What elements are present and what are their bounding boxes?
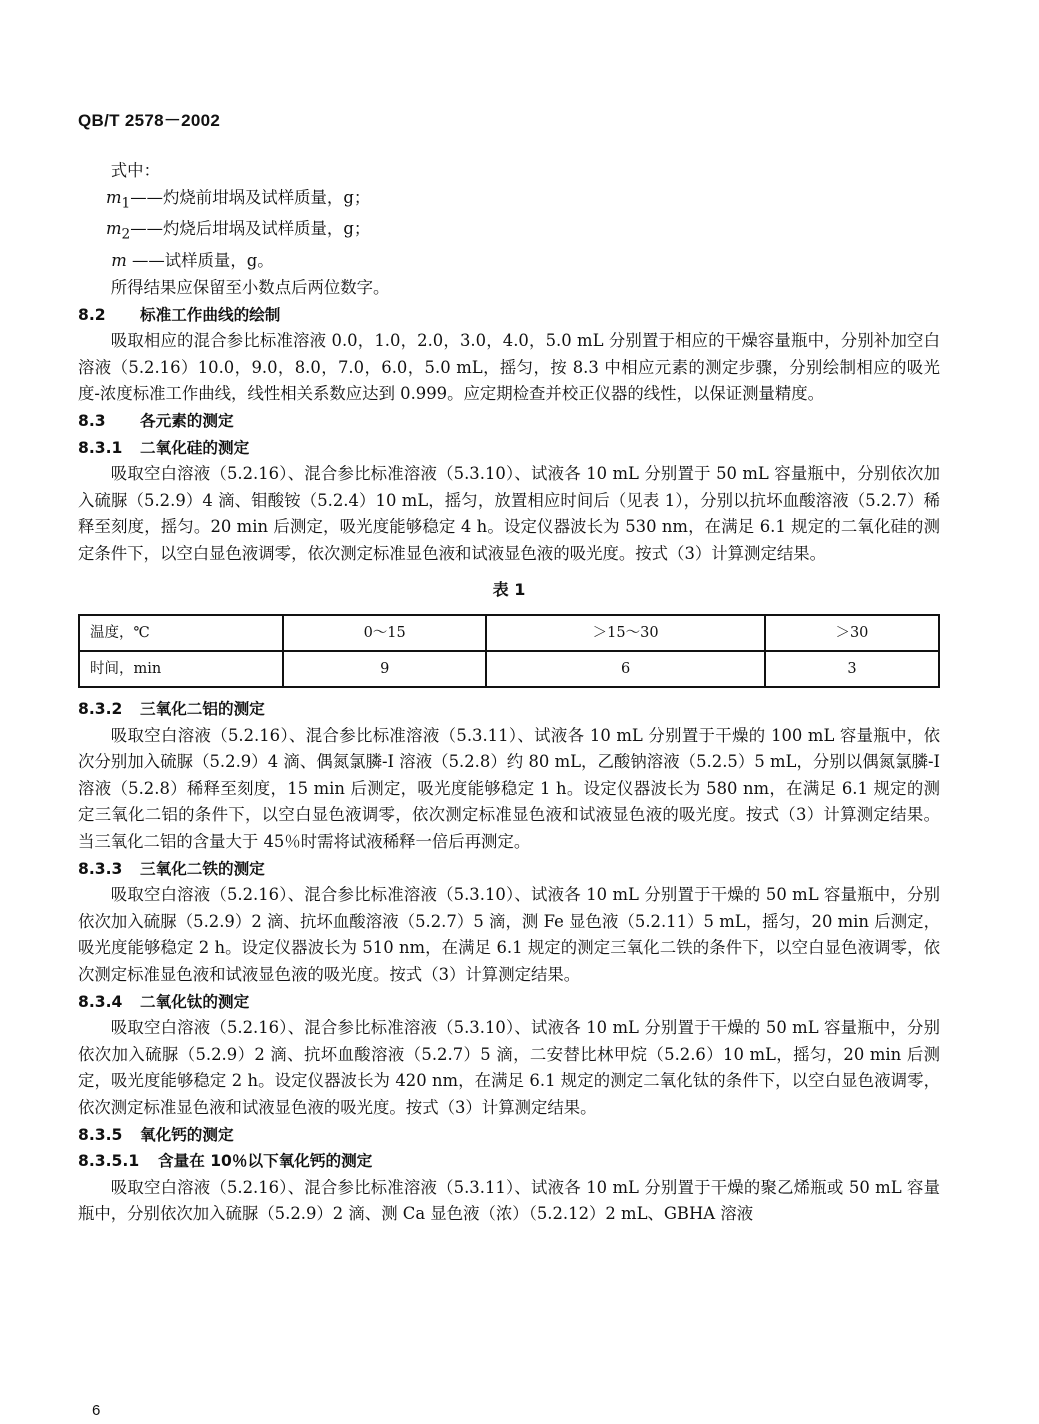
table-row-label: 温度，℃ <box>79 615 283 651</box>
table-row-label: 时间，min <box>79 651 283 687</box>
table-row <box>79 615 939 651</box>
table-cell: 3 <box>765 651 939 687</box>
variable-m2: $m_2——$灼烧后坩埚及试样质量，g； <box>106 219 371 243</box>
table-cell: ＞30 <box>765 615 939 651</box>
section-heading-8-3-4: 8.3.4 二氧化钛的测定 <box>78 992 250 1011</box>
section-heading-8-3-3: 8.3.3 三氧化二铁的测定 <box>78 859 265 878</box>
section-heading-8-3-5: 8.3.5 氧化钙的测定 <box>78 1125 234 1144</box>
standard-code: QB/T 2578－2002 <box>78 111 221 130</box>
table-cell: ＞15～30 <box>486 615 765 651</box>
variable-m: m ——试样质量，g。 <box>111 251 274 271</box>
section-text-8-3-3: 吸取空白溶液（5.2.16）、混合参比标准溶液（5.3.10）、试液各 10 mL 分别置于干燥的 50 mL 容量瓶中，分别依次加入硫脲（5.2.9）2 滴、抗坏血酸溶液（5.2.7）5 滴，测 Fe 显色液（5.2.11）5 mL，摇匀，20 min 后测定，吸光度能够稳定 2 h。设定仪器波长为 510 nm，在满足 6.1 规定的测定三氧化二铁的条件下，以空白显色液调零，依次测定标准显色液和试液显色液的吸光度。按式（3）计算测定结果。 <box>78 885 940 984</box>
section-text-8-3-5-1: 吸取空白溶液（5.2.16）、混合参比标准溶液（5.3.11）、试液各 10 mL 分别置于干燥的聚乙烯瓶或 50 mL 容量瓶中，分别依次加入硫脲（5.2.9）2 滴、测 Ca 显色液（浓）（5.2.12）2 mL、GBHA 溶液 <box>78 1177 940 1224</box>
section-heading-8-3: 8.3 各元素的测定 <box>78 411 234 430</box>
page-number: 6 <box>92 1402 101 1419</box>
formula-intro: 式中： <box>110 161 160 180</box>
table-1 <box>78 614 940 688</box>
table-cell: 6 <box>486 651 765 687</box>
section-heading-8-3-1: 8.3.1 二氧化硅的测定 <box>78 438 250 457</box>
section-text-8-3-4: 吸取空白溶液（5.2.16）、混合参比标准溶液（5.3.10）、试液各 10 mL 分别置于干燥的 50 mL 容量瓶中，分别依次加入硫脲（5.2.9）2 滴、抗坏血酸溶液（5.2.7）5 滴，二安替比林甲烷（5.2.6）10 mL，摇匀，20 min 后测定，吸光度能够稳定 2 h。设定仪器波长为 420 nm，在满足 6.1 规定的测定二氧化钛的条件下，以空白显色液调零，依次测定标准显色液和试液显色液的吸光度。按式（3）计算测定结果。 <box>78 1018 940 1117</box>
table-caption: 表 1 <box>492 580 526 600</box>
section-heading-8-2: 8.2 标准工作曲线的绘制 <box>78 305 281 324</box>
section-heading-8-3-2: 8.3.2 三氧化二铝的测定 <box>78 700 265 719</box>
table-row <box>79 651 939 687</box>
table-cell: 0～15 <box>283 615 486 651</box>
variable-m1: $m_1——$灼烧前坩埚及试样质量，g； <box>106 187 371 211</box>
section-text-8-2: 吸取相应的混合参比标准溶液 0.0，1.0，2.0，3.0，4.0，5.0 mL 分别置于相应的干燥容量瓶中，分别补加空白溶液（5.2.16）10.0，9.0，8.0，7.0，6.0，5.0 mL，摇匀，按 8.3 中相应元素的测定步骤，分别绘制相应的吸光度-浓度标准工作曲线，线性相关系数应达到 0.999。应定期检查并校正仪器的线性，以保证测量精度。 <box>78 331 940 404</box>
section-heading-8-3-5-1: 8.3.5.1 含量在 10％以下氧化钙的测定 <box>78 1152 373 1171</box>
section-text-8-3-1: 吸取空白溶液（5.2.16）、混合参比标准溶液（5.3.10）、试液各 10 mL 分别置于 50 mL 容量瓶中，分别依次加入硫脲（5.2.9）4 滴、钼酸铵（5.2.4）10 mL，摇匀，放置相应时间后（见表 1），分别以抗坏血酸溶液（5.2.7）稀释至刻度，摇匀。20 min 后测定，吸光度能够稳定 4 h。设定仪器波长为 530 nm，在满足 6.1 规定的二氧化硅的测定条件下，以空白显色液调零，依次测定标准显色液和试液显色液的吸光度。按式（3）计算测定结果。 <box>78 464 940 563</box>
section-text-8-3-2: 吸取空白溶液（5.2.16）、混合参比标准溶液（5.3.11）、试液各 10 mL 分别置于干燥的 100 mL 容量瓶中，依次分别加入硫脲（5.2.9）4 滴、偶氮氯膦-I 溶液（5.2.8）约 80 mL，乙酸钠溶液（5.2.5）5 mL，分别以偶氮氯膦-I 溶液（5.2.8）稀释至刻度，15 min 后测定，吸光度能够稳定 1 h。设定仪器波长为 580 nm，在满足 6.1 规定的测定三氧化二铝的条件下，以空白显色液调零，依次测定标准显色液和试液显色液的吸光度。按式（3）计算测定结果。当三氧化二铝的含量大于 45％时需将试液稀释一倍后再测定。 <box>78 725 940 852</box>
table-cell: 9 <box>283 651 486 687</box>
document-body <box>78 158 940 1228</box>
rounding-note: 所得结果应保留至小数点后两位数字。 <box>110 277 390 297</box>
